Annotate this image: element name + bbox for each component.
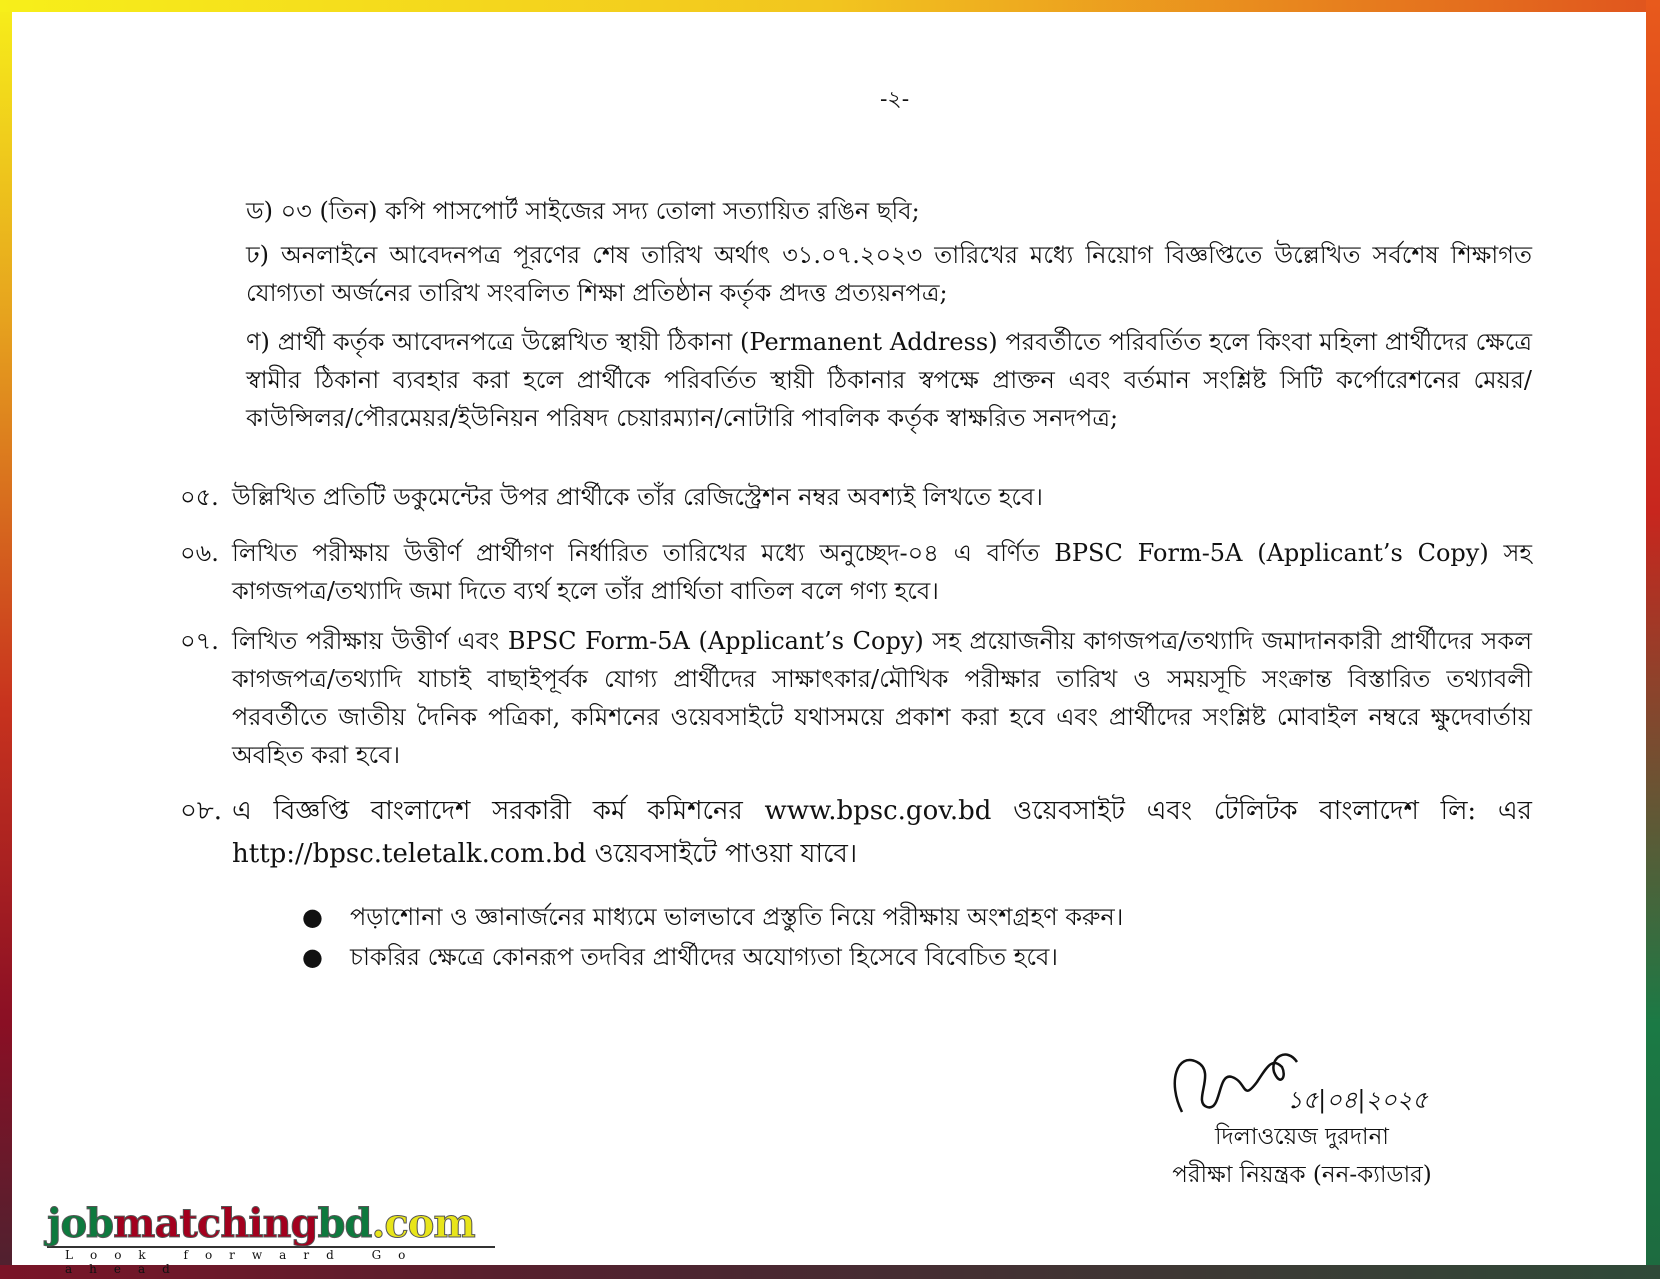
- frame-right: [1646, 0, 1660, 1279]
- section-08: [180, 790, 1532, 876]
- page-number: -২-: [880, 87, 910, 112]
- bullet-item: [302, 938, 1402, 976]
- logo-part: bd: [317, 1200, 372, 1247]
- bullet-text: চাকরির ক্ষেত্রে কোনরূপ তদবির প্রার্থীদের অযোগ্যতা হিসেবে বিবেচিত হবে।: [350, 943, 1058, 971]
- section-number: ০৭.: [180, 627, 219, 655]
- logo-tagline: Look forward Go ahead: [47, 1246, 495, 1276]
- frame-top: [0, 0, 1660, 12]
- logo-part: matching: [113, 1200, 318, 1247]
- section-05: [180, 478, 1532, 516]
- watermark-logo: [47, 1200, 495, 1276]
- signature-date: ১৫|০৪|২০২৫: [1287, 1086, 1428, 1114]
- item-label: ঢ): [246, 241, 269, 269]
- section-number: ০৫.: [180, 483, 219, 511]
- signer-name: দিলাওয়েজ দুরদানা: [1215, 1124, 1389, 1150]
- bullet-text: পড়াশোনা ও জ্ঞানার্জনের মাধ্যমে ভালভাবে প্রস্তুতি নিয়ে পরীক্ষায় অংশগ্রহণ করুন।: [350, 903, 1124, 931]
- section-06: [180, 534, 1532, 610]
- logo-part: job: [47, 1200, 114, 1247]
- section-text: উল্লিখিত প্রতিটি ডকুমেন্টের উপর প্রার্থীকে তাঁর রেজিস্ট্রেশন নম্বর অবশ্যই লিখতে হবে।: [232, 483, 1043, 511]
- logo-text: [47, 1200, 495, 1247]
- bullet-icon: ●: [302, 903, 323, 931]
- item-nn: [246, 323, 1532, 437]
- item-dd: [246, 192, 1536, 230]
- item-text: ০৩ (তিন) কপি পাসপোর্ট সাইজের সদ্য তোলা সত্যায়িত রঙিন ছবি;: [280, 197, 920, 225]
- item-ddh: [246, 236, 1532, 312]
- item-text: প্রার্থী কর্তৃক আবেদনপত্রে উল্লেখিত স্থায়ী ঠিকানা (Permanent Address) পরবর্তীতে পরিবর্তিত হলে কিংবা মহিলা প্রার্থীদের ক্ষেত্রে স্বামীর ঠিকানা ব্যবহার করা হলে প্রার্থীকে পরিবর্তিত স্থায়ী ঠিকানার স্বপক্ষে প্রাক্তন এবং বর্তমান সংশ্লিষ্ট সিটি কর্পোরেশনের মেয়র/কাউন্সিলর/পৌরমেয়র/ইউনিয়ন পরিষদ চেয়ারম্যান/নোটারি পাবলিক কর্তৃক স্বাক্ষরিত সনদপত্র;: [246, 328, 1532, 432]
- section-number: ০৬.: [180, 539, 219, 567]
- section-text: লিখিত পরীক্ষায় উত্তীর্ণ প্রার্থীগণ নির্ধারিত তারিখের মধ্যে অনুচ্ছেদ-০৪ এ বর্ণিত BPSC Form-5A (Applicant’s Copy) সহ কাগজপত্র/তথ্যাদি জমা দিতে ব্যর্থ হলে তাঁর প্রার্থিতা বাতিল বলে গণ্য হবে।: [232, 539, 1532, 605]
- document-page: [12, 12, 1646, 1276]
- item-text: অনলাইনে আবেদনপত্র পূরণের শেষ তারিখ অর্থাৎ ৩১.০৭.২০২৩ তারিখের মধ্যে নিয়োগ বিজ্ঞপ্তিতে উল্লেখিত সর্বশেষ শিক্ষাগত যোগ্যতা অর্জনের তারিখ সংবলিত শিক্ষা প্রতিষ্ঠান কর্তৃক প্রদত্ত প্রত্যয়নপত্র;: [246, 241, 1532, 307]
- section-07: [180, 622, 1532, 774]
- bullet-icon: ●: [302, 943, 323, 971]
- section-text: এ বিজ্ঞপ্তি বাংলাদেশ সরকারী কর্ম কমিশনের www.bpsc.gov.bd ওয়েবসাইট এবং টেলিটক বাংলাদেশ লি: এর http://bpsc.teletalk.com.bd ওয়েবসাইটে পাওয়া যাবে।: [232, 796, 1532, 869]
- item-label: ড): [246, 197, 274, 225]
- section-text: লিখিত পরীক্ষায় উত্তীর্ণ এবং BPSC Form-5A (Applicant’s Copy) সহ প্রয়োজনীয় কাগজপত্র/তথ্যাদি জমাদানকারী প্রার্থীদের সকল কাগজপত্র/তথ্যাদি যাচাই বাছাইপূর্বক যোগ্য প্রার্থীদের সাক্ষাৎকার/মৌখিক পরীক্ষার তারিখ ও সময়সূচি সংক্রান্ত বিস্তারিত তথ্যাবলী পরবর্তীতে জাতীয় দৈনিক পত্রিকা, কমিশনের ওয়েবসাইটে যথাসময়ে প্রকাশ করা হবে এবং প্রার্থীদের সংশ্লিষ্ট মোবাইল নম্বরে ক্ষুদেবার্তায় অবহিত করা হবে।: [232, 627, 1532, 769]
- section-number: ০৮.: [180, 796, 223, 826]
- bullet-item: [302, 898, 1402, 936]
- logo-part: .com: [371, 1200, 475, 1247]
- item-label: ণ): [246, 328, 270, 356]
- signer-title: পরীক্ষা নিয়ন্ত্রক (নন-ক্যাডার): [1172, 1162, 1432, 1188]
